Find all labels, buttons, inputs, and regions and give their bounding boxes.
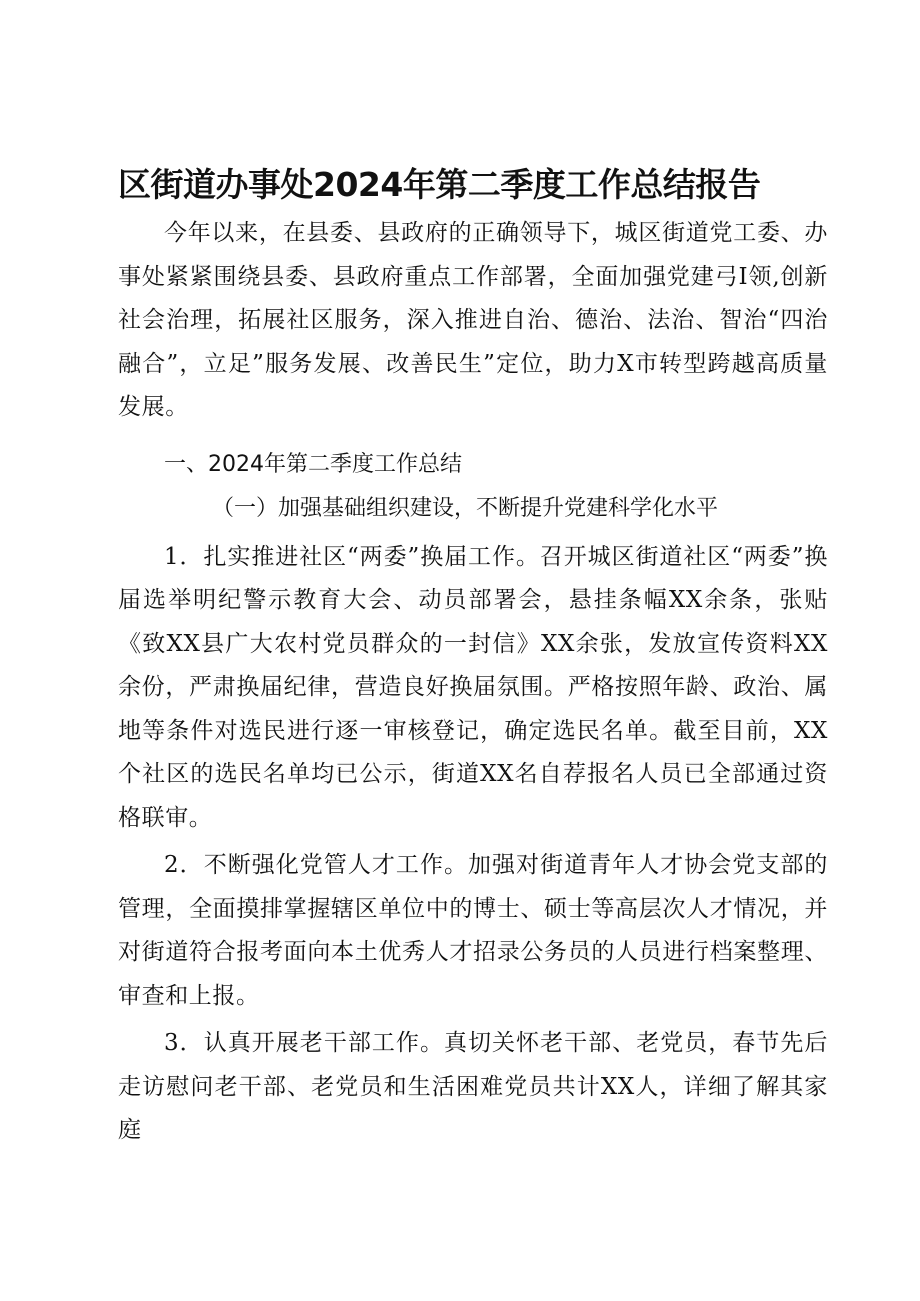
- document-body: [118, 160, 828, 1153]
- document-title: 区街道办事处2024年第二季度工作总结报告: [118, 165, 761, 204]
- paragraph-item-3: 3．认真开展老干部工作。真切关怀老干部、老党员，春节先后走访慰问老干部、老党员和生活困难党员共计XX人，详细了解其家庭: [118, 1030, 828, 1143]
- paragraph-item-1: 1．扎实推进社区“两委”换届工作。召开城区街道社区“两委”换届选举明纪警示教育大会、动员部署会，悬挂条幅XX余条，张贴《致XX县广大农村党员群众的一封信》XX余张，发放宣传资料XX余份，严肃换届纪律，营造良好换届氛围。严格按照年龄、政治、属地等条件对选民进行逐一审核登记，确定选民名单。截至目前，XX个社区的选民名单均已公示，街道XX名自荐报名人员已全部通过资格联审。: [118, 543, 828, 831]
- intro-paragraph: 今年以来，在县委、县政府的正确领导下，城区街道党工委、办事处紧紧围绕县委、县政府重点工作部署，全面加强党建弓I领,创新社会治理，拓展社区服务，深入推进自治、德治、法治、智治“四治融合”，立足”服务发展、改善民生”定位，助力X市转型跨越高质量发展。: [118, 220, 828, 420]
- section-heading: 一、2024年第二季度工作总结: [164, 451, 462, 477]
- paragraph-item-2: 2．不断强化党管人才工作。加强对街道青年人才协会党支部的管理，全面摸排掌握辖区单位中的博士、硕士等高层次人才情况，并对街道符合报考面向本土优秀人才招录公务员的人员进行档案整理、审查和上报。: [118, 852, 828, 1009]
- subsection-heading: （一）加强基础组织建设，不断提升党建科学化水平: [212, 495, 719, 521]
